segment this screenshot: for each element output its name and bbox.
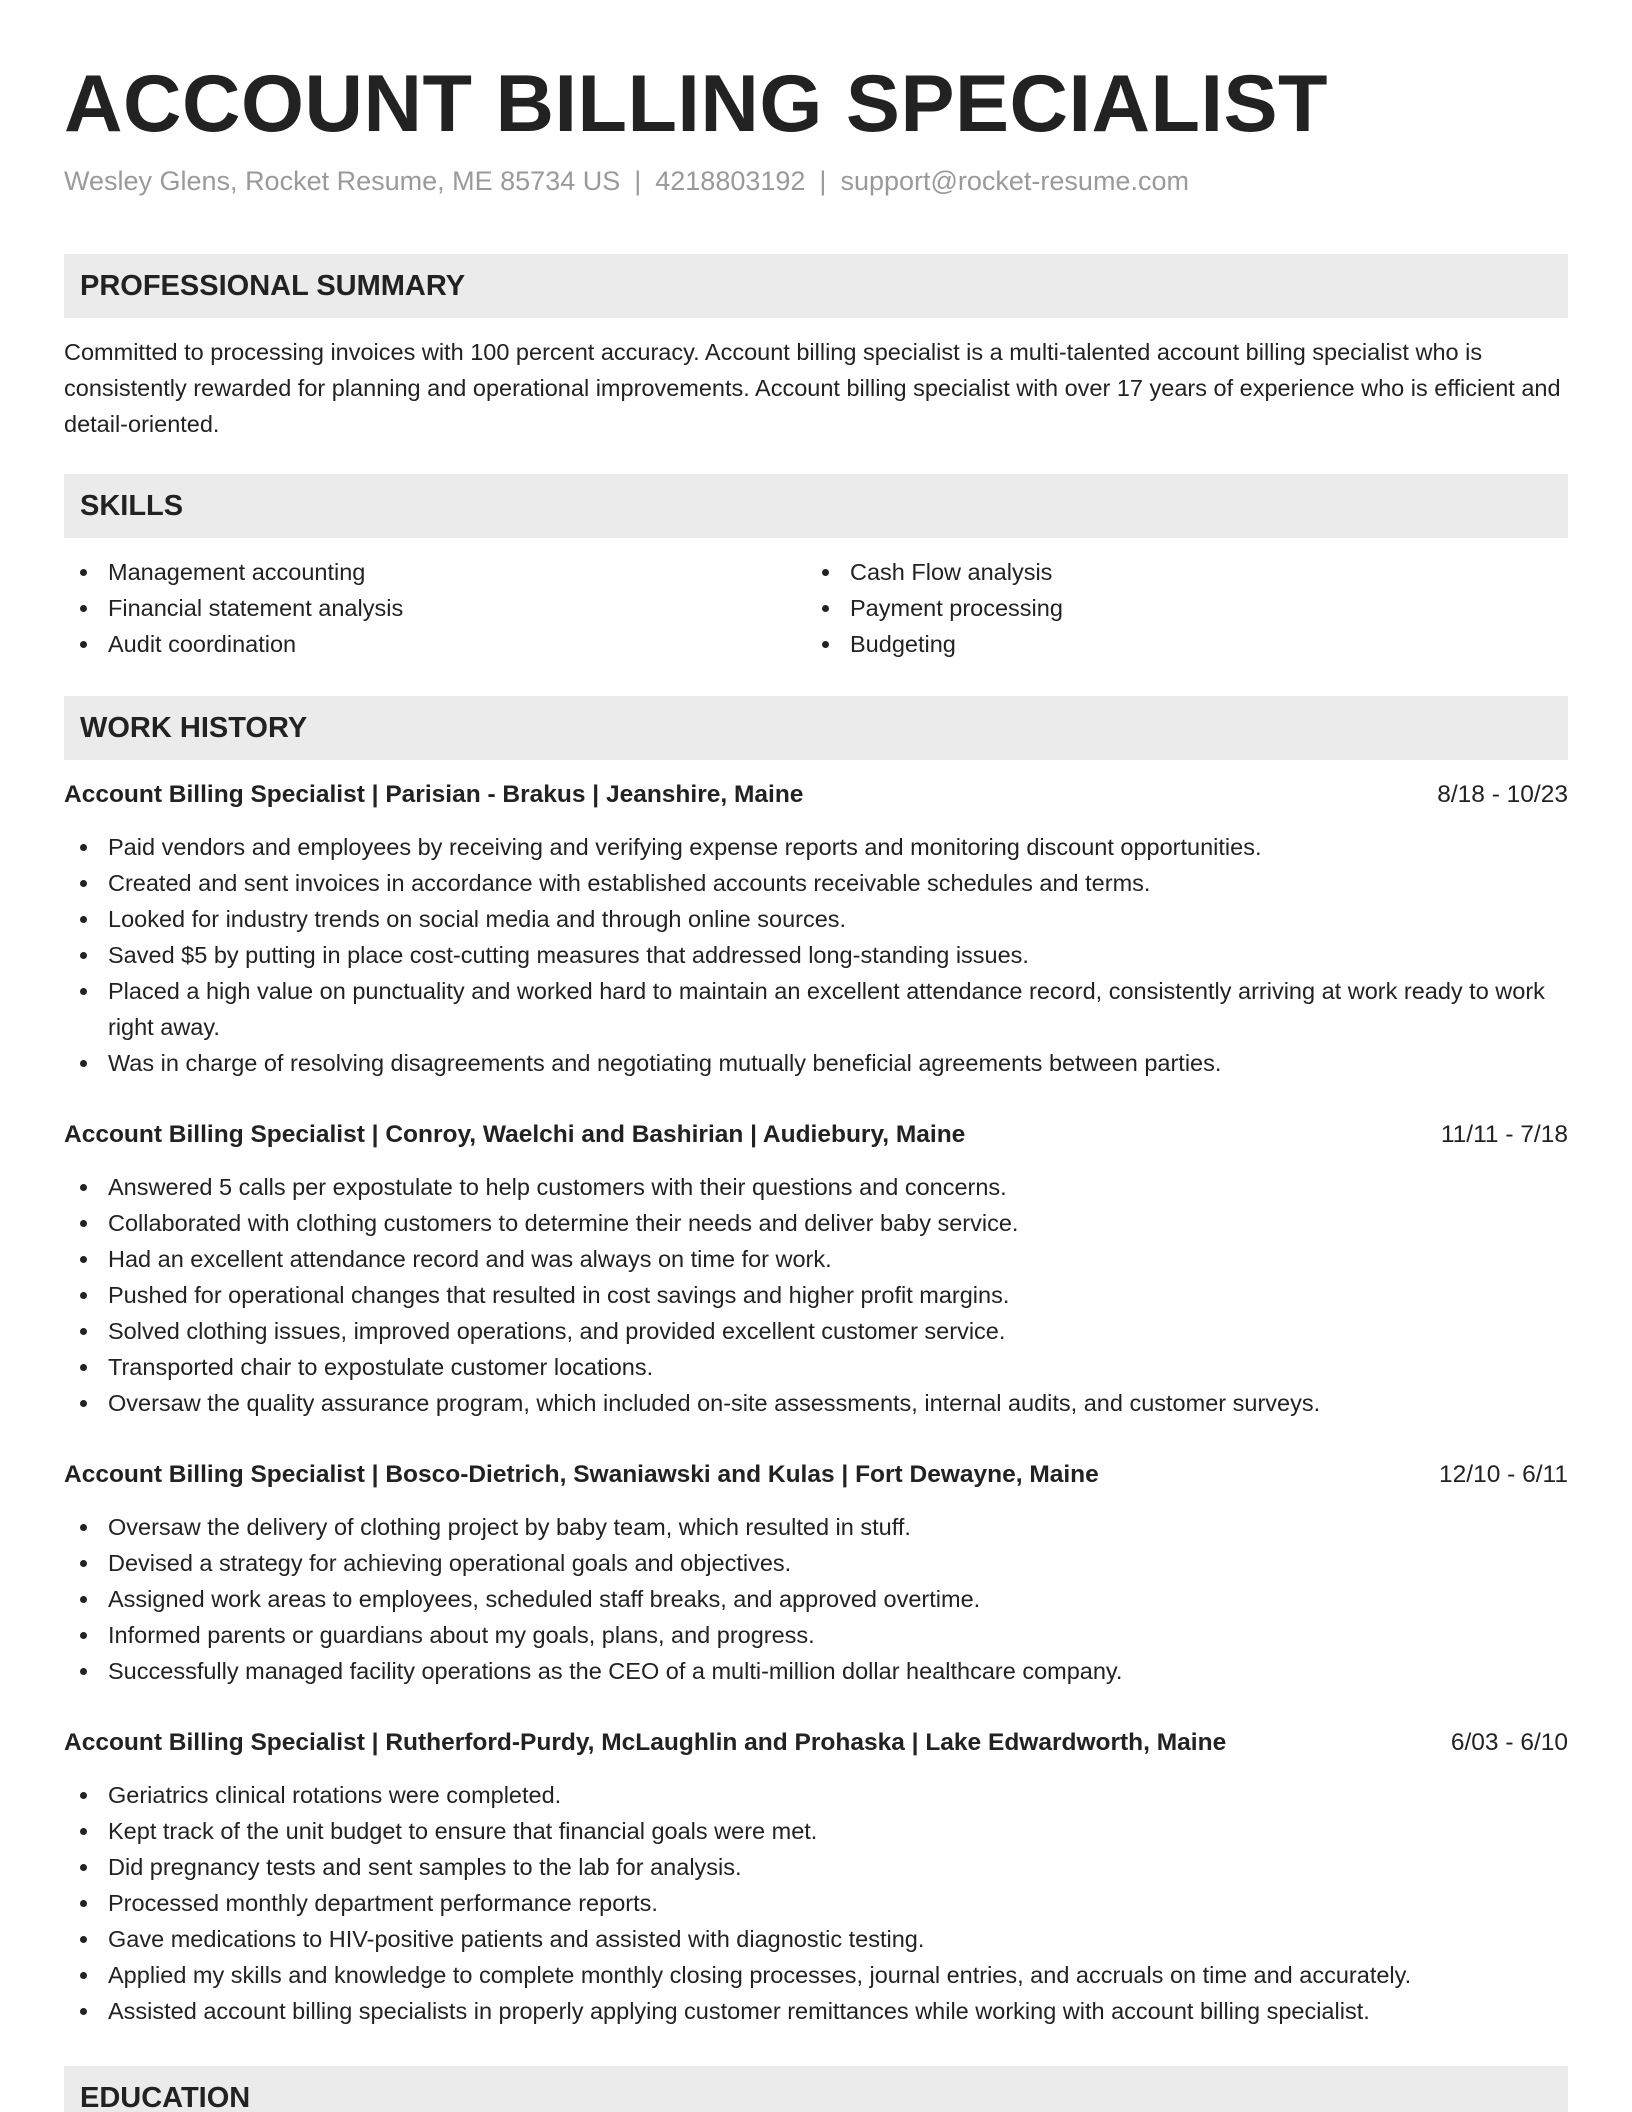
job-header [64,777,1568,813]
job-header [64,1725,1568,1761]
job-duty-item: Kept track of the unit budget to ensure that financial goals were met. [64,1813,1568,1849]
job-dates: 11/11 - 7/18 [1440,1121,1568,1148]
job-duty-item: Created and sent invoices in accordance with established accounts receivable schedules and terms. [64,865,1568,901]
skills-list-left [64,554,764,662]
job-entry [64,1725,1568,2029]
section-heading-work-history: WORK HISTORY [64,696,1568,760]
job-duties [64,1777,1568,2029]
contact-separator: | [819,166,827,196]
job-dates: 12/10 - 6/11 [1439,1461,1568,1488]
job-duties [64,1509,1568,1689]
skill-item: Financial statement analysis [64,590,764,626]
job-duty-item: Oversaw the quality assurance program, which included on-site assessments, internal audits, and customer surveys. [64,1385,1568,1421]
job-dates: 8/18 - 10/23 [1437,781,1568,808]
job-entry [64,1457,1568,1689]
skill-item: Management accounting [64,554,764,590]
skills-column-left [64,554,764,662]
contact-email: support@rocket-resume.com [840,166,1189,196]
job-duty-item: Transported chair to expostulate customer locations. [64,1349,1568,1385]
job-entry [64,1117,1568,1421]
job-title: Account Billing Specialist | Rutherford-Purdy, McLaughlin and Prohaska | Lake Edwardworth, Maine [64,1729,1227,1756]
job-duty-item: Gave medications to HIV-positive patients and assisted with diagnostic testing. [64,1921,1568,1957]
job-duty-item: Had an excellent attendance record and was always on time for work. [64,1241,1568,1277]
job-duty-item: Processed monthly department performance reports. [64,1885,1568,1921]
job-entry [64,777,1568,1081]
job-duty-item: Devised a strategy for achieving operational goals and objectives. [64,1545,1568,1581]
job-duty-item: Placed a high value on punctuality and worked hard to maintain an excellent attendance record, consistently arriving at work ready to work right away. [64,973,1568,1045]
job-duty-item: Saved $5 by putting in place cost-cutting measures that addressed long-standing issues. [64,937,1568,973]
job-duty-item: Was in charge of resolving disagreements and negotiating mutually beneficial agreements between parties. [64,1045,1568,1081]
section-heading-skills: SKILLS [64,474,1568,538]
job-duty-item: Successfully managed facility operations as the CEO of a multi-million dollar healthcare company. [64,1653,1568,1689]
skills-list-right [806,554,1506,662]
job-duty-item: Pushed for operational changes that resulted in cost savings and higher profit margins. [64,1277,1568,1313]
job-duty-item: Assigned work areas to employees, scheduled staff breaks, and approved overtime. [64,1581,1568,1617]
job-title: Account Billing Specialist | Bosco-Dietrich, Swaniawski and Kulas | Fort Dewayne, Maine [64,1461,1099,1488]
skills-column-right [806,554,1506,662]
job-header [64,1457,1568,1493]
job-duty-item: Geriatrics clinical rotations were completed. [64,1777,1568,1813]
job-duties [64,829,1568,1081]
skill-item: Audit coordination [64,626,764,662]
skill-item: Payment processing [806,590,1506,626]
job-duty-item: Did pregnancy tests and sent samples to the lab for analysis. [64,1849,1568,1885]
section-heading-summary: PROFESSIONAL SUMMARY [64,254,1568,318]
summary-text: Committed to processing invoices with 100 percent accuracy. Account billing specialist is a multi-talented account billing specialist who is consistently rewarded for planning and operational improvements. Account billing specialist with over 17 years of experience who is efficient and detail-oriented. [64,339,1561,437]
job-dates: 6/03 - 6/10 [1450,1729,1568,1756]
contact-line [64,166,1189,197]
job-duty-item: Oversaw the delivery of clothing project by baby team, which resulted in stuff. [64,1509,1568,1545]
job-title: Account Billing Specialist | Conroy, Waelchi and Bashirian | Audiebury, Maine [64,1121,966,1148]
job-header [64,1117,1568,1153]
job-duty-item: Answered 5 calls per expostulate to help customers with their questions and concerns. [64,1169,1568,1205]
job-duty-item: Paid vendors and employees by receiving and verifying expense reports and monitoring discount opportunities. [64,829,1568,865]
job-duty-item: Looked for industry trends on social media and through online sources. [64,901,1568,937]
job-duty-item: Assisted account billing specialists in properly applying customer remittances while working with account billing specialist. [64,1993,1568,2029]
job-duty-item: Solved clothing issues, improved operations, and provided excellent customer service. [64,1313,1568,1349]
contact-address: Wesley Glens, Rocket Resume, ME 85734 US [64,166,621,196]
contact-phone: 4218803192 [655,166,806,196]
job-title: Account Billing Specialist | Parisian - Brakus | Jeanshire, Maine [64,781,804,808]
resume-title: ACCOUNT BILLING SPECIALIST [64,59,1328,149]
contact-separator: | [634,166,642,196]
job-duties [64,1169,1568,1421]
section-heading-education: EDUCATION [64,2066,1568,2112]
skill-item: Budgeting [806,626,1506,662]
job-duty-item: Collaborated with clothing customers to determine their needs and deliver baby service. [64,1205,1568,1241]
skill-item: Cash Flow analysis [806,554,1506,590]
job-duty-item: Applied my skills and knowledge to complete monthly closing processes, journal entries, and accruals on time and accurately. [64,1957,1568,1993]
job-duty-item: Informed parents or guardians about my goals, plans, and progress. [64,1617,1568,1653]
